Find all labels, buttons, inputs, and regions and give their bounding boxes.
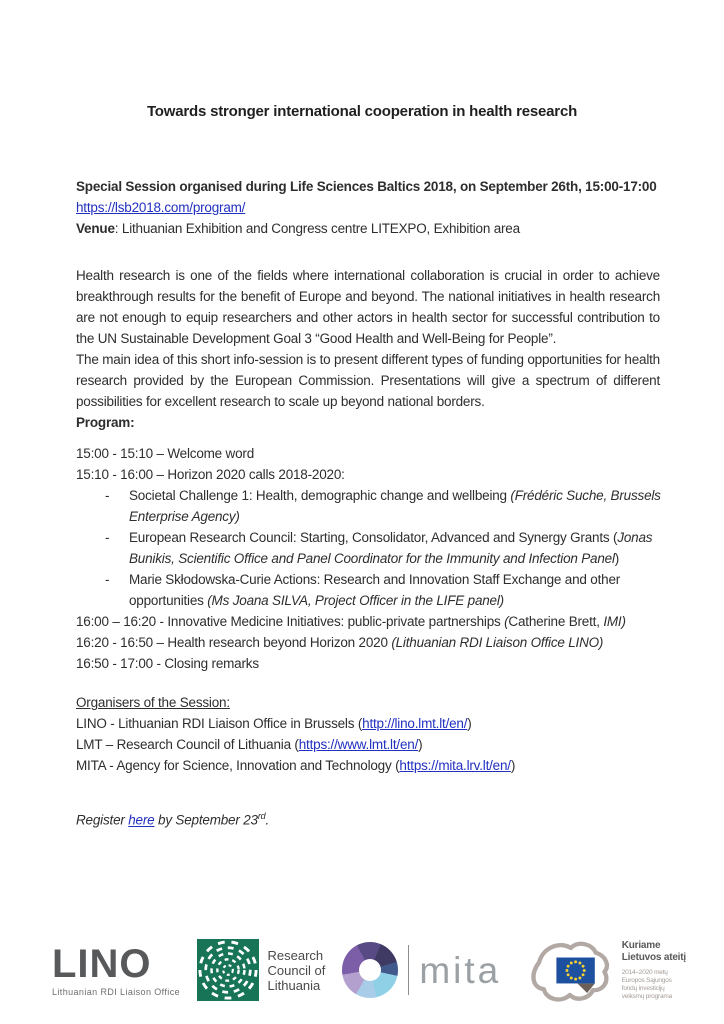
- program-bullet-erc: [76, 527, 664, 569]
- organiser-close-paren: ): [467, 716, 472, 731]
- lino-link[interactable]: http://lino.lmt.lt/en/: [362, 716, 468, 731]
- bullet-dash: -: [105, 488, 110, 503]
- session-headline: Special Session organised during Life Sciences Baltics 2018, on September 26th, 15:00-17:00: [76, 179, 657, 194]
- register-ordinal: rd: [257, 811, 266, 821]
- mita-logo: [342, 942, 501, 998]
- eu-title-line2: Lietuvos ateitį: [621, 951, 686, 963]
- program-item-horizon: 15:10 - 16:00 – Horizon 2020 calls 2018-2020:: [76, 467, 345, 482]
- register-middle: by September 23: [154, 812, 258, 828]
- bullet-speaker: (Frédéric Suche, Brussels Enterprise Agency): [129, 488, 661, 524]
- program-item-welcome: 15:00 - 15:10 – Welcome word: [76, 446, 255, 461]
- organiser-line-mita: [76, 755, 664, 776]
- lithuania-map-eu-flag-icon: [518, 931, 614, 1009]
- lino-logo-wordmark: LINO: [52, 941, 152, 986]
- organiser-text: MITA - Agency for Science, Innovation and Technology (: [76, 758, 400, 773]
- program-link-line: [76, 197, 662, 218]
- bullet-topic: Marie Skłodowska-Curie Actions: Research and Innovation Staff Exchange and other opportunities: [129, 572, 621, 608]
- mita-ring-icon: [342, 942, 398, 998]
- imi-paren: (: [504, 614, 509, 629]
- program-item-beyond-h2020: [76, 632, 664, 653]
- lino-logo: [52, 941, 181, 997]
- research-council-logo: [197, 939, 326, 1001]
- program-heading: Program:: [76, 415, 135, 430]
- research-council-mandala-icon: [197, 939, 259, 1001]
- organiser-line-lmt: [76, 734, 664, 755]
- register-line: [76, 806, 269, 831]
- intro-paragraph-2: The main idea of this short info-session is to present different types of funding opportunities for health research provided by the European Commission. Presentations will give a spectrum of different possibilities for excellent research to scale up beyond national borders.: [76, 352, 660, 409]
- mita-link[interactable]: https://mita.lrv.lt/en/: [399, 758, 511, 773]
- intro-paragraph-1: Health research is one of the fields where international collaboration is crucial in order to achieve breakthrough results for the benefit of Europe and beyond. The national initiatives in health research are not enough to equip researchers and other actors in health sector for successful contribution to the UN Sustainable Development Goal 3 “Good Health and Well-Being for People”.: [76, 268, 660, 346]
- bullet-text: [129, 569, 664, 611]
- bullet-speaker: (Ms Joana SILVA, Project Officer in the LIFE panel): [207, 593, 504, 608]
- organisers-section: [76, 692, 664, 776]
- beyond-speaker: (Lithuanian RDI Liaison Office LINO): [391, 635, 604, 650]
- imi-speaker-name: Catherine Brett,: [508, 614, 604, 629]
- venue-text: : Lithuanian Exhibition and Congress centre LITEXPO, Exhibition area: [114, 221, 520, 236]
- venue-label: Venue: [76, 221, 115, 236]
- lino-logo-tagline: Lithuanian RDI Liaison Office: [52, 986, 181, 997]
- bullet-dash: -: [105, 572, 110, 587]
- organiser-close-paren: ): [510, 758, 516, 773]
- rcl-text-line3: Lithuania: [267, 977, 321, 993]
- bullet-text: [129, 485, 664, 527]
- imi-topic: 16:00 – 16:20 - Innovative Medicine Initiatives: public-private partnerships: [76, 614, 505, 629]
- organiser-text: LINO - Lithuanian RDI Liaison Office in Brussels (: [76, 716, 363, 731]
- imi-org: IMI): [603, 614, 626, 629]
- register-prefix: Register: [76, 812, 129, 828]
- organisers-heading: Organisers of the Session:: [76, 695, 230, 710]
- eu-small-line4: veiksmų programa: [621, 992, 672, 1000]
- program-bullet-msca: [76, 569, 664, 611]
- bullet-dash: -: [105, 530, 110, 545]
- eu-small-line1: 2014–2020 metų: [621, 968, 668, 976]
- eu-title-line1: Kuriame: [621, 939, 661, 951]
- page-title: Towards stronger international cooperation in health research: [146, 103, 578, 120]
- bullet-topic: European Research Council: Starting, Consolidator, Advanced and Synergy Grants (: [129, 530, 618, 545]
- bullet-close-paren: ): [614, 551, 620, 566]
- program-link[interactable]: https://lsb2018.com/program/: [76, 200, 246, 215]
- register-here-link[interactable]: here: [128, 812, 155, 828]
- rcl-text-line1: Research: [267, 947, 324, 963]
- organiser-line-lino: [76, 713, 664, 734]
- mita-logo-wordmark: mita: [419, 949, 502, 991]
- eu-small-line2: Europos Sąjungos: [621, 976, 672, 984]
- intro-paragraphs: [76, 265, 660, 412]
- program-list: [76, 443, 664, 674]
- beyond-topic: 16:20 - 16:50 – Health research beyond Horizon 2020: [76, 635, 392, 650]
- organiser-close-paren: ): [418, 737, 423, 752]
- bullet-text: [129, 527, 664, 569]
- program-bullet-societal-challenge: [76, 485, 664, 527]
- program-item-closing: 16:50 - 17:00 - Closing remarks: [76, 656, 259, 671]
- footer-logos: [52, 924, 686, 1016]
- research-council-logo-text: [268, 948, 326, 993]
- eu-funds-logo: [518, 931, 686, 1009]
- rcl-text-line2: Council of: [267, 962, 326, 978]
- session-info: [76, 176, 662, 239]
- bullet-topic: Societal Challenge 1: Health, demographic change and wellbeing: [129, 488, 511, 503]
- lmt-link[interactable]: https://www.lmt.lt/en/: [298, 737, 419, 752]
- organiser-text: LMT – Research Council of Lithuania (: [76, 737, 299, 752]
- eu-funds-logo-text: [622, 940, 686, 1001]
- register-period: .: [265, 812, 270, 828]
- venue-line: [76, 218, 662, 239]
- eu-small-line3: fondų investicijų: [621, 984, 665, 992]
- mita-logo-divider: [408, 945, 410, 995]
- bullet-speaker: Jonas Bunikis, Scientific Office and Panel Coordinator for the Immunity and Infection Panel: [129, 530, 653, 566]
- program-item-imi: [76, 611, 664, 632]
